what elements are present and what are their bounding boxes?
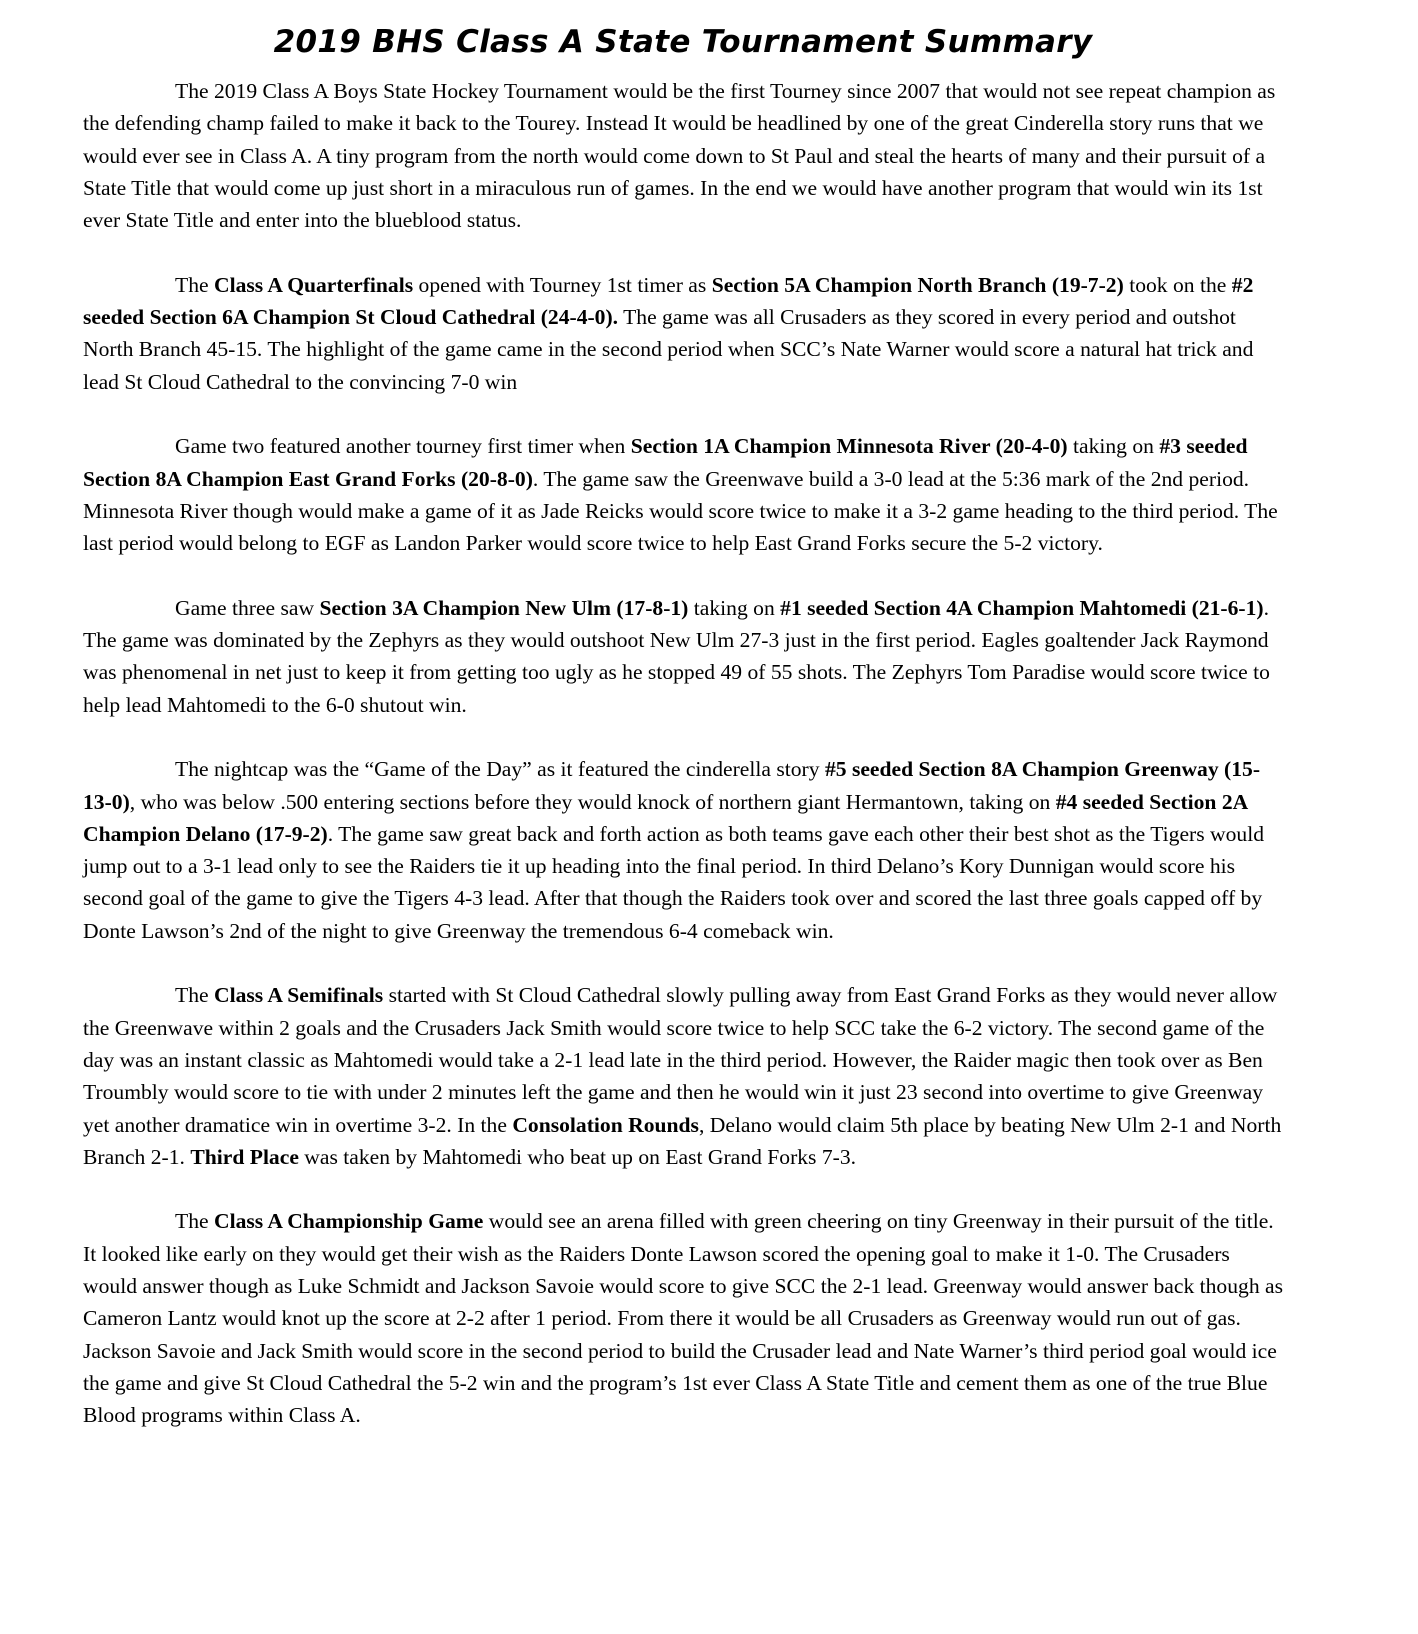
text-run: Game two featured another tourney first timer when [175,434,631,459]
bold-text: Class A Semifinals [213,983,384,1008]
text-run: The [175,1209,214,1234]
text-run: . The game saw the Greenwave build a 3-0 lead at the 5:36 mark of the 2nd period. Minnesota River though would make a game of it as Jade Reicks would score twice to make it a 3-2 game heading to the third period. The last period would belong to EGF as Landon Parker would score twice to help East Grand Forks secure the 5-2 victory. [83,466,1278,556]
text-run: opened with Tourney 1st timer as [413,272,712,297]
document-body [83,75,1288,1464]
paragraph [83,592,1288,721]
text-run: The [175,983,214,1008]
bold-text: Class A Quarterfinals [213,272,414,297]
text-run: , who was below .500 entering sections before they would knock of northern giant Hermantown, taking on [129,789,1056,814]
text-run: , Delano would claim 5th place by beating New Ulm 2-1 and North Branch 2-1. [83,1112,1282,1169]
text-run: was taken by Mahtomedi who beat up on East Grand Forks 7-3. [298,1144,857,1169]
bold-text: Section 3A Champion New Ulm (17-8-1) [319,595,689,620]
bold-text: #5 seeded Section 8A Champion Greenway (15-13-0) [83,757,1261,814]
text-run: . The game was dominated by the Zephyrs as they would outshoot New Ulm 27-3 just in the first period. Eagles goaltender Jack Raymond was phenomenal in net just to keep it from getting too ugly as he stopped 49 of 55 shots. The Zephyrs Tom Paradise would score twice to help lead Mahtomedi to the 6-0 shutout win. [83,595,1270,717]
text-run: . The game saw great back and forth action as both teams gave each other their best shot as the Tigers would jump out to a 3-1 lead only to see the Raiders tie it up heading into the final period. In third Delano’s Kory Dunnigan would score his second goal of the game to give the Tigers 4-3 lead. After that though the Raiders took over and scored the last three goals capped off by Donte Lawson’s 2nd of the night to give Greenway the tremendous 6-4 comeback win. [83,821,1265,943]
text-run: would see an arena filled with green cheering on tiny Greenway in their pursuit of the title. It looked like early on they would get their wish as the Raiders Donte Lawson scored the opening goal to make it 1-0. The Crusaders would answer though as Luke Schmidt and Jackson Savoie would score to give SCC the 2-1 lead. Greenway would answer back though as Cameron Lantz would knot up the score at 2-2 after 1 period. From there it would be all Crusaders as Greenway would run out of gas. Jackson Savoie and Jack Smith would score in the second period to build the Crusader lead and Nate Warner’s third period goal would ice the game and give St Cloud Cathedral the 5-2 win and the program’s 1st ever Class A State Title and cement them as one of the true Blue Blood programs within Class A. [83,1209,1284,1428]
paragraph [83,753,1288,947]
paragraph [83,430,1288,559]
document-title: 2019 BHS Class A State Tournament Summary [273,24,1093,60]
paragraph [83,1205,1288,1431]
bold-text: Consolation Rounds [512,1112,699,1137]
bold-text: Section 1A Champion Minnesota River (20-4-0) [630,434,1068,459]
text-run: The [175,272,214,297]
bold-text: Third Place [190,1144,299,1169]
text-run: The nightcap was the “Game of the Day” as it featured the cinderella story [175,757,825,782]
text-run: The 2019 Class A Boys State Hockey Tournament would be the first Tourney since 2007 that would not see repeat champion as the defending champ failed to make it back to the Tourey. Instead It would be headlined by one of the great Cinderella story runs that we would ever see in Class A. A tiny program from the north would come down to St Paul and steal the hearts of many and their pursuit of a State Title that would come up just short in a miraculous run of games. In the end we would have another program that would win its 1st ever State Title and enter into the blueblood status. [83,79,1276,233]
text-run: started with St Cloud Cathedral slowly pulling away from East Grand Forks as they would never allow the Greenwave within 2 goals and the Crusaders Jack Smith would score twice to help SCC take the 6-2 victory. The second game of the day was an instant classic as Mahtomedi would take a 2-1 lead late in the third period. However, the Raider magic then took over as Ben Troumbly would score to tie with under 2 minutes left the game and then he would win it just 23 second into overtime to give Greenway yet another dramatice win in overtime 3-2. In the [83,983,1278,1137]
bold-text: #1 seeded Section 4A Champion Mahtomedi (21-6-1) [780,595,1264,620]
paragraph [83,979,1288,1173]
bold-text: Section 5A Champion North Branch (19-7-2) [711,272,1124,297]
bold-text: #3 seeded Section 8A Champion East Grand Forks (20-8-0) [83,434,1248,491]
bold-text: #2 seeded Section 6A Champion St Cloud Cathedral (24-4-0). [83,272,1254,330]
text-run: taking on [688,595,781,620]
bold-text: Class A Championship Game [213,1209,484,1234]
text-run: taking on [1067,434,1160,459]
text-run: took on the [1123,272,1232,297]
paragraph [83,269,1288,398]
text-run: The game was all Crusaders as they scored in every period and outshot North Branch 45-15. The highlight of the game came in the second period when SCC’s Nate Warner would score a natural hat trick and lead St Cloud Cathedral to the convincing 7-0 win [83,305,1254,394]
paragraph [83,75,1288,236]
text-run: Game three saw [175,595,320,620]
bold-text: #4 seeded Section 2A Champion Delano (17-9-2) [83,789,1248,846]
